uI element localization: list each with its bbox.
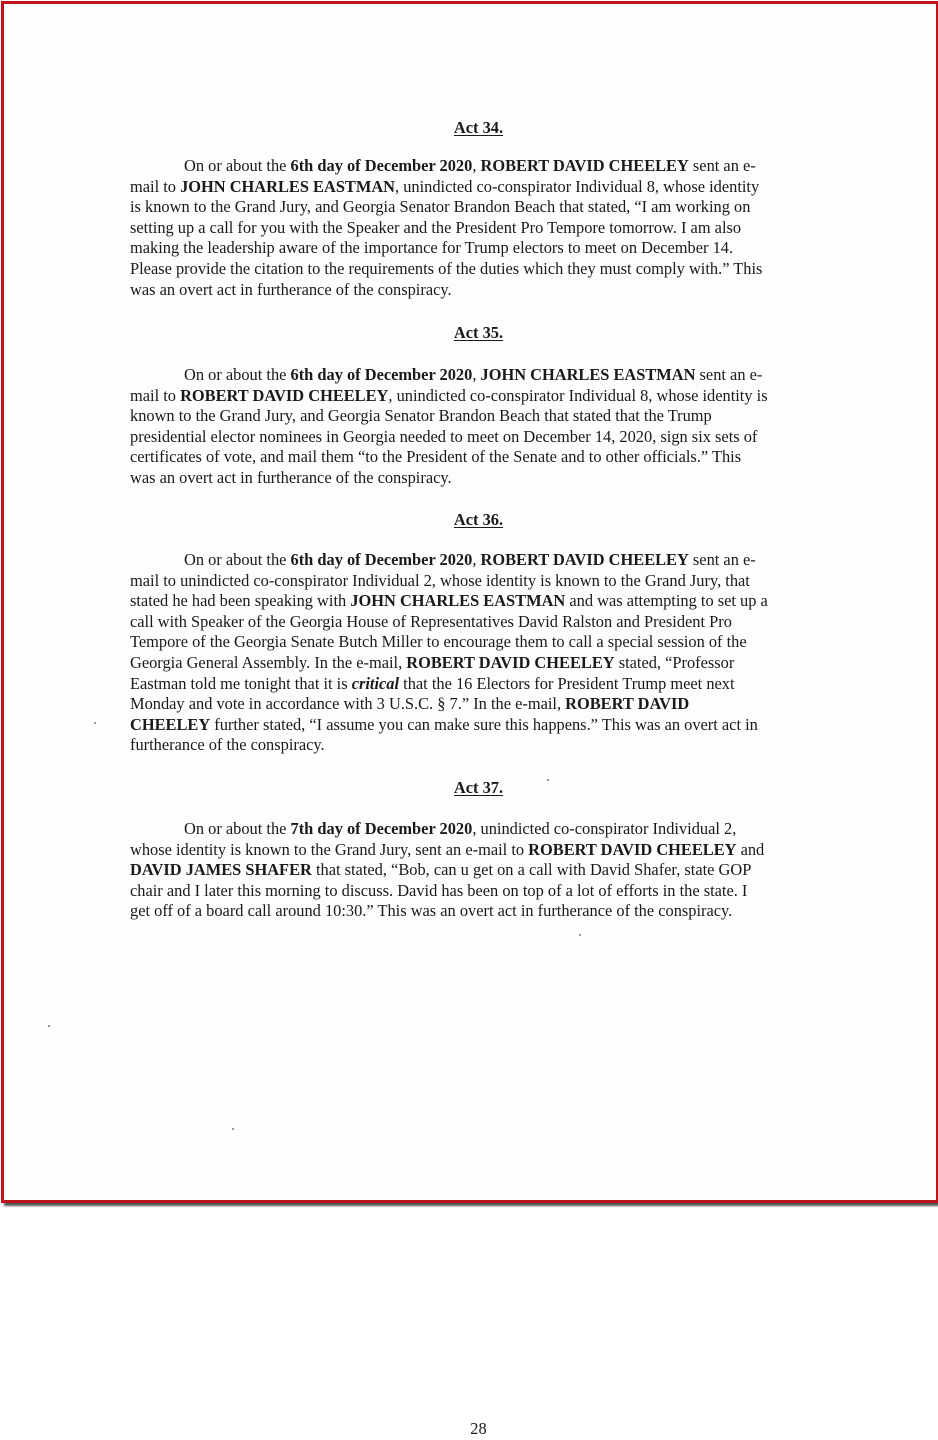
emphasis-text: ROBERT DAVID CHEELEY	[480, 550, 689, 569]
emphasis-text: critical	[351, 673, 400, 693]
scan-speck	[94, 722, 96, 724]
body-text: certificates of vote, and mail them “to the President of the Senate and to other officials.” This	[130, 447, 742, 467]
body-text: mail to	[130, 176, 181, 196]
body-text: , unindicted co-conspirator Individual 8, whose identity is	[388, 385, 768, 405]
emphasis-text: 6th day of December 2020	[290, 365, 473, 384]
body-text: Eastman told me tonight that it is	[130, 673, 352, 693]
emphasis-text: ROBERT DAVID CHEELEY	[180, 385, 389, 405]
body-text: ,	[472, 550, 481, 569]
body-text: sent an e-	[688, 156, 756, 175]
body-text: and	[736, 839, 765, 859]
emphasis-text: JOHN CHARLES EASTMAN	[180, 176, 396, 196]
act-heading: Act 36.	[453, 510, 504, 529]
paragraph-line	[130, 406, 827, 427]
paragraph-line	[130, 386, 827, 407]
paragraph-line	[130, 881, 827, 902]
emphasis-text: ROBERT DAVID CHEELEY	[406, 652, 615, 672]
paragraph-line	[130, 694, 827, 715]
body-text: On or about the	[184, 365, 291, 384]
paragraph-line	[130, 550, 827, 571]
body-text: was an overt act in furtherance of the conspiracy.	[130, 467, 452, 487]
emphasis-text: ROBERT DAVID	[565, 694, 690, 714]
emphasis-text: DAVID JAMES SHAFER	[130, 860, 312, 880]
paragraph-line	[130, 860, 827, 881]
act-paragraph	[130, 550, 827, 756]
body-text: Please provide the citation to the requirements of the duties which they must comply with.” This	[130, 258, 763, 278]
body-text: Monday and vote in accordance with 3 U.S.C. § 7.” In the e-mail,	[130, 694, 566, 714]
body-text: that stated, “Bob, can u get on a call with David Shafer, state GOP	[311, 860, 752, 880]
emphasis-text: 6th day of December 2020	[290, 156, 473, 175]
body-text: was an overt act in furtherance of the conspiracy.	[130, 279, 452, 299]
paragraph-line	[130, 735, 827, 756]
emphasis-text: ROBERT DAVID CHEELEY	[528, 839, 737, 859]
body-text: On or about the	[184, 550, 291, 569]
body-text: making the leadership aware of the importance for Trump electors to meet on December 14.	[130, 238, 734, 258]
emphasis-text: 6th day of December 2020	[290, 550, 473, 569]
body-text: get off of a board call around 10:30.” This was an overt act in furtherance of the conspiracy.	[130, 901, 733, 921]
paragraph-line	[130, 238, 827, 259]
emphasis-text: JOHN CHARLES EASTMAN	[480, 365, 696, 384]
body-text: whose identity is known to the Grand Jury, sent an e-mail to	[130, 839, 529, 859]
body-text: chair and I later this morning to discuss. David has been on top of a lot of efforts in the state. I	[130, 880, 748, 900]
body-text: stated, “Professor	[614, 652, 735, 672]
body-text: that the 16 Electors for President Trump meet next	[399, 673, 735, 693]
paragraph-line	[130, 632, 827, 653]
body-text: presidential elector nominees in Georgia needed to meet on December 14, 2020, sign six sets of	[130, 426, 758, 446]
scan-speck	[232, 1128, 234, 1130]
body-text: , unindicted co-conspirator Individual 8, whose identity	[395, 176, 760, 196]
emphasis-text: CHEELEY	[130, 714, 211, 734]
body-text: ,	[472, 365, 481, 384]
paragraph-line	[130, 218, 827, 239]
paragraph-line	[130, 819, 827, 840]
body-text: call with Speaker of the Georgia House of Representatives David Ralston and President Pro	[130, 611, 732, 631]
paragraph-line	[130, 901, 827, 922]
act-heading: Act 37.	[453, 778, 504, 797]
paragraph-line	[130, 156, 827, 177]
paragraph-line	[130, 177, 827, 198]
scan-speck	[579, 934, 581, 936]
paragraph-line	[130, 571, 827, 592]
paragraph-line	[130, 612, 827, 633]
paragraph-line	[130, 427, 827, 448]
paragraph-line	[130, 365, 827, 386]
paragraph-line	[130, 280, 827, 301]
act-paragraph	[130, 156, 827, 300]
paragraph-line	[130, 591, 827, 612]
emphasis-text: ROBERT DAVID CHEELEY	[480, 156, 689, 175]
body-text: Georgia General Assembly. In the e-mail,	[130, 652, 407, 672]
emphasis-text: JOHN CHARLES EASTMAN	[350, 591, 566, 611]
body-text: known to the Grand Jury, and Georgia Senator Brandon Beach that stated that the Trump	[130, 406, 712, 426]
act-paragraph	[130, 365, 827, 489]
paragraph-line	[130, 674, 827, 695]
paragraph-line	[130, 447, 827, 468]
body-text: , unindicted co-conspirator Individual 2,	[472, 819, 737, 838]
body-text: sent an e-	[695, 365, 763, 384]
paragraph-line	[130, 259, 827, 280]
scan-speck	[48, 1025, 50, 1027]
paragraph-line	[130, 653, 827, 674]
body-text: On or about the	[184, 819, 291, 838]
body-text: is known to the Grand Jury, and Georgia Senator Brandon Beach that stated, “I am working on	[130, 197, 751, 217]
body-text: furtherance of the conspiracy.	[130, 735, 325, 755]
body-text: mail to	[130, 385, 181, 405]
scan-speck	[547, 779, 549, 781]
body-text: On or about the	[184, 156, 291, 175]
body-text: ,	[472, 156, 481, 175]
body-text: sent an e-	[688, 550, 756, 569]
paragraph-line	[130, 840, 827, 861]
body-text: setting up a call for you with the Speaker and the President Pro Tempore tomorrow. I am also	[130, 217, 742, 237]
act-heading: Act 35.	[453, 323, 504, 342]
paragraph-line	[130, 715, 827, 736]
paragraph-line	[130, 197, 827, 218]
body-text: further stated, “I assume you can make sure this happens.” This was an overt act in	[210, 714, 758, 734]
document-page	[1, 1, 938, 1438]
body-text: Tempore of the Georgia Senate Butch Miller to encourage them to call a special session of the	[130, 632, 747, 652]
page-number: 28	[470, 1419, 487, 1438]
body-text: stated he had been speaking with	[130, 591, 351, 611]
body-text: and was attempting to set up a	[565, 591, 768, 611]
emphasis-text: 7th day of December 2020	[290, 819, 473, 838]
act-paragraph	[130, 819, 827, 922]
body-text: mail to unindicted co-conspirator Individual 2, whose identity is known to the Grand Jury, that	[130, 570, 750, 590]
act-heading: Act 34.	[453, 118, 504, 137]
paragraph-line	[130, 468, 827, 489]
